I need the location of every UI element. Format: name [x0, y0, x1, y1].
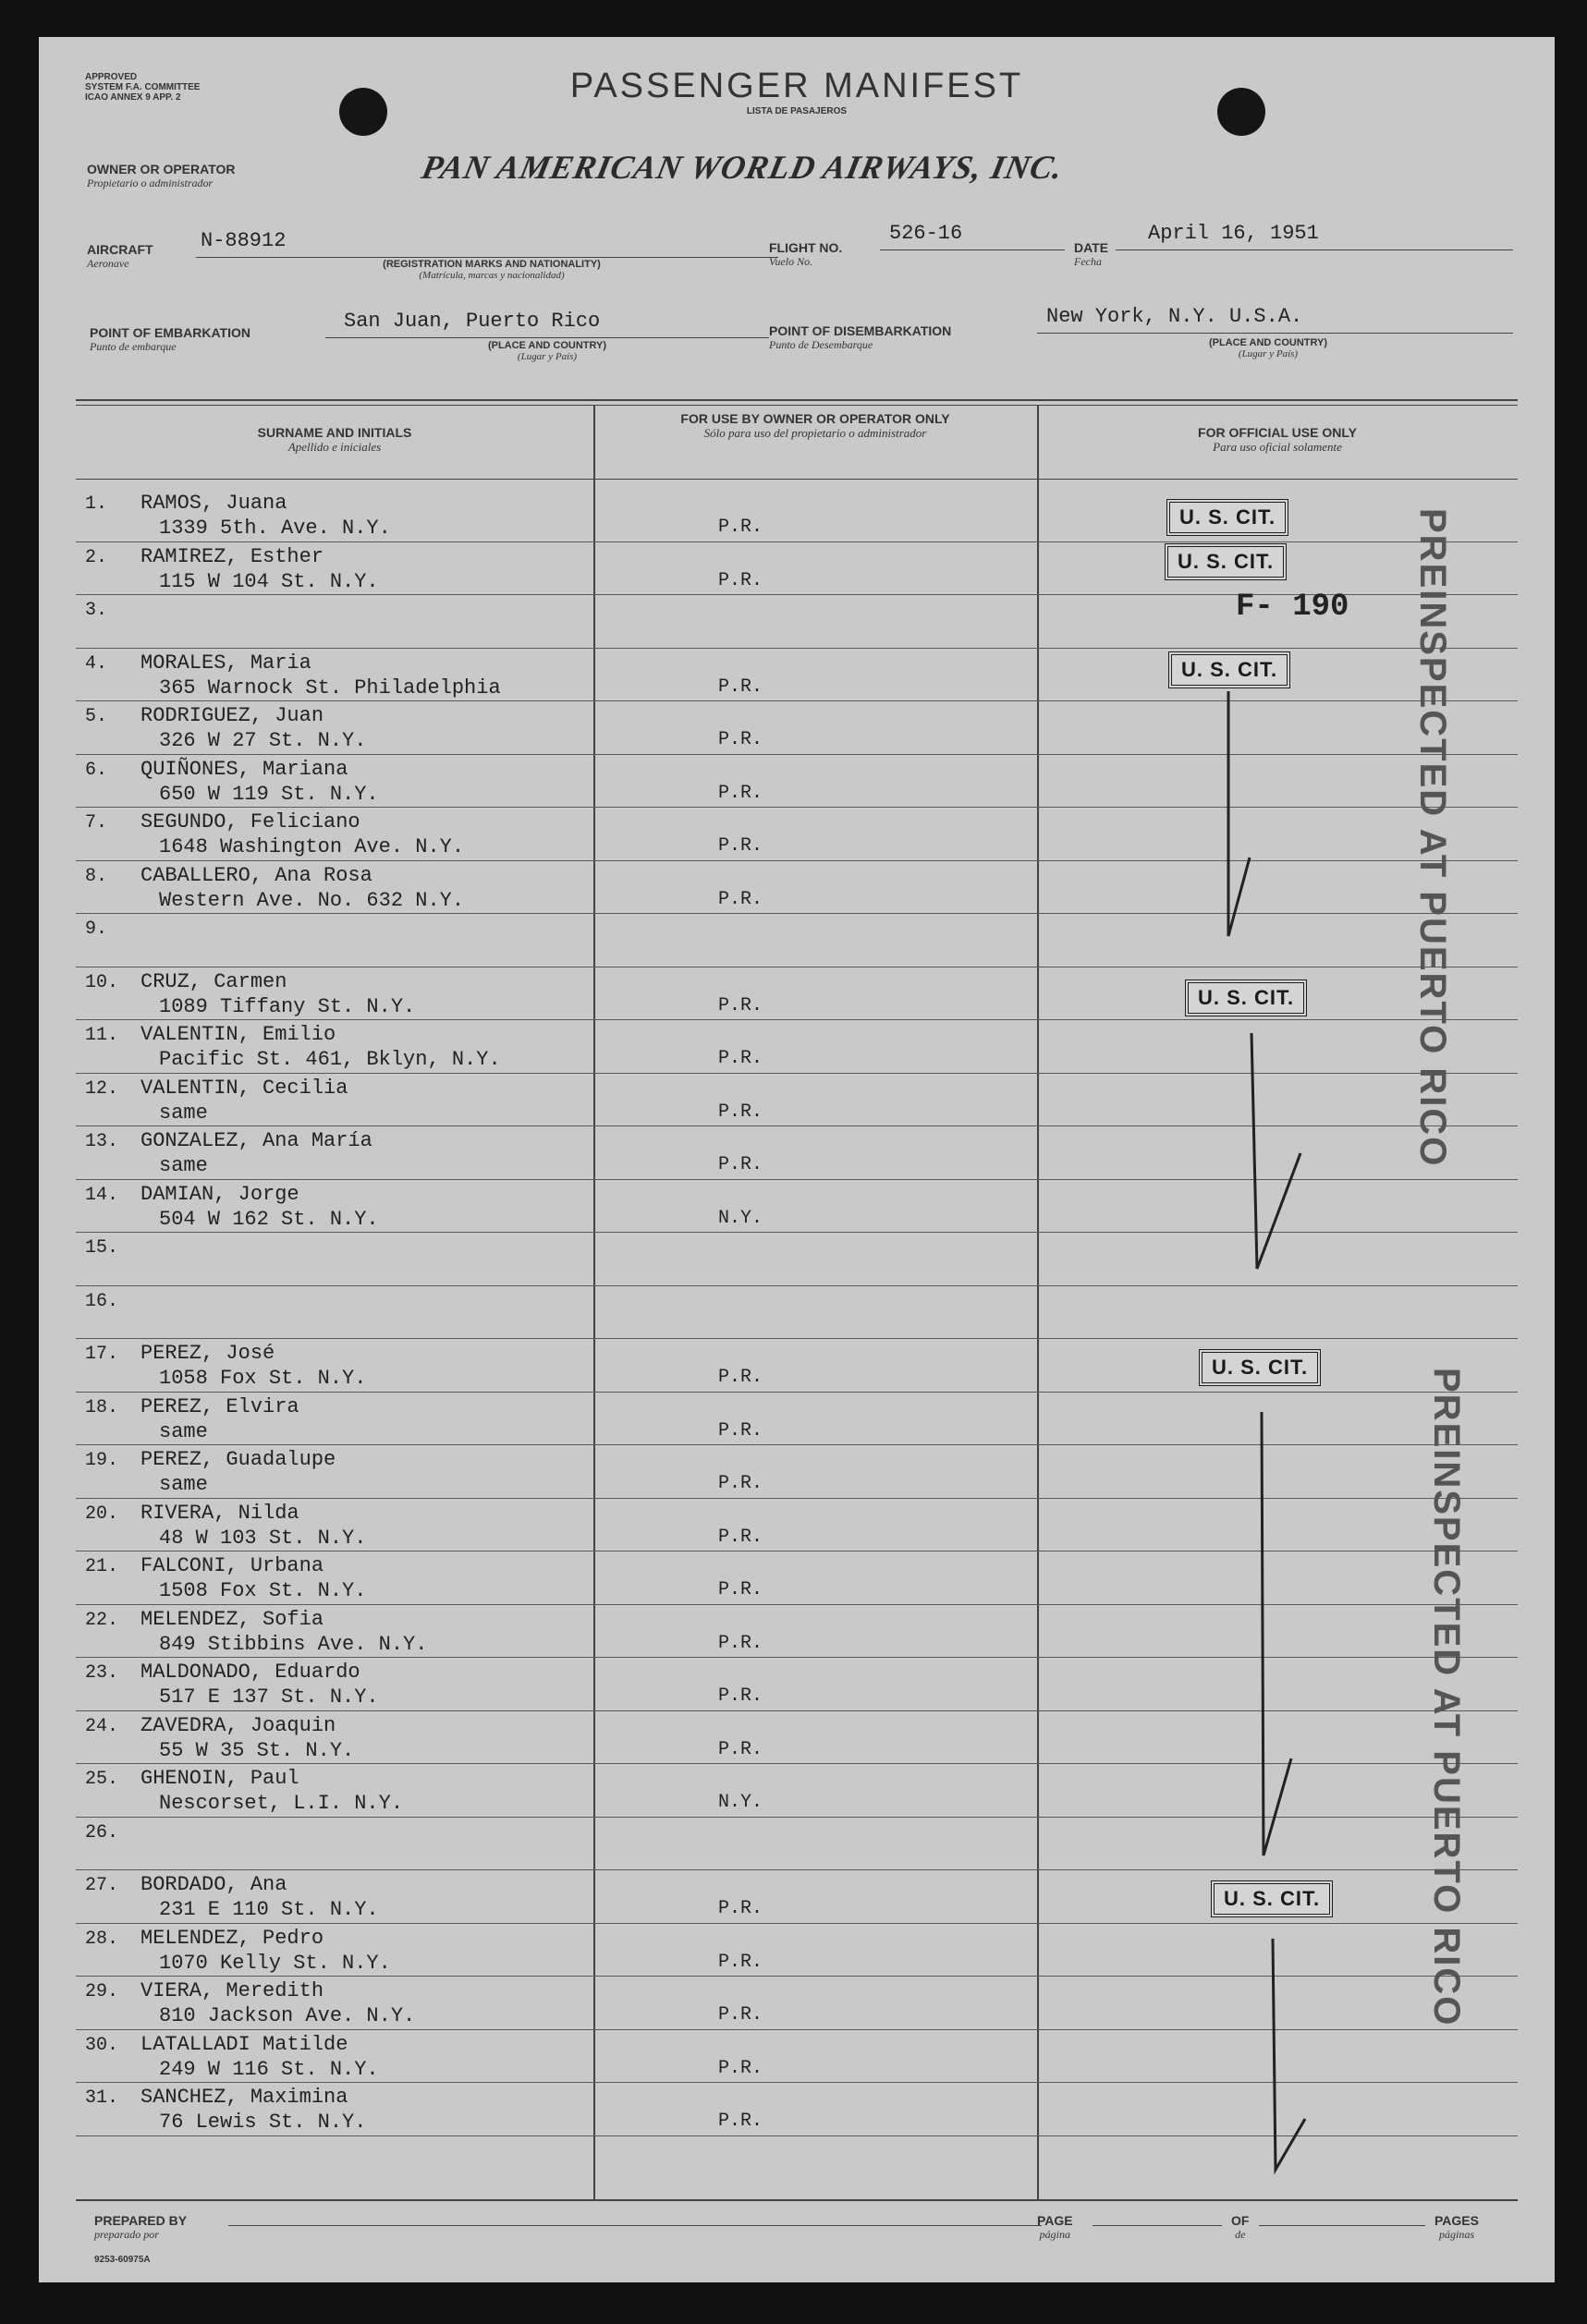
registration-note-es: (Matrícula, marcas y nacionalidad): [419, 270, 565, 281]
passenger-name: CRUZ, Carmen: [140, 969, 287, 993]
pages-label: [1434, 2213, 1479, 2242]
of-line: [1259, 2225, 1425, 2226]
page-label-es: página: [1039, 2228, 1070, 2241]
row-number: 26.: [85, 1821, 119, 1843]
embarkation-place-note: [436, 340, 658, 362]
aircraft-label-en: AIRCRAFT: [87, 242, 153, 257]
passenger-origin: P.R.: [718, 1685, 763, 1707]
passenger-address: 849 Stibbins Ave. N.Y.: [159, 1632, 428, 1656]
passenger-address: 810 Jackson Ave. N.Y.: [159, 2004, 416, 2027]
passenger-origin: P.R.: [718, 2111, 763, 2132]
row-number: 23.: [85, 1662, 119, 1684]
row-number: 29.: [85, 1981, 119, 2002]
row-number: 17.: [85, 1344, 119, 1365]
aircraft-underline: [196, 257, 778, 258]
passenger-address: 76 Lewis St. N.Y.: [159, 2111, 367, 2134]
disembarkation-label: [769, 323, 951, 352]
prepared-by-en: PREPARED BY: [94, 2213, 188, 2228]
passenger-origin: P.R.: [718, 1898, 763, 1919]
passenger-origin: P.R.: [718, 835, 763, 857]
passenger-address: 365 Warnock St. Philadelphia: [159, 675, 501, 700]
passenger-address: 249 W 116 St. N.Y.: [159, 2057, 379, 2081]
form-number: 9253-60975A: [94, 2255, 151, 2265]
passenger-address: 1648 Washington Ave. N.Y.: [159, 835, 465, 858]
approval-line: ICAO ANNEX 9 APP. 2: [85, 92, 181, 103]
embarkation-label-es: Punto de embarque: [90, 340, 177, 353]
disembarkation-value: New York, N.Y. U.S.A.: [1046, 305, 1303, 328]
passenger-name: SANCHEZ, Maximina: [140, 2086, 348, 2109]
of-label-en: OF: [1231, 2213, 1250, 2228]
embarkation-label-en: POINT OF EMBARKATION: [90, 325, 250, 340]
passenger-name: FALCONI, Urbana: [140, 1554, 324, 1577]
passenger-name: SEGUNDO, Feliciano: [140, 810, 360, 833]
passenger-name: DAMIAN, Jorge: [140, 1182, 299, 1206]
us-citizen-stamp: U. S. CIT.: [1185, 979, 1307, 1016]
passenger-address: 115 W 104 St. N.Y.: [159, 569, 379, 593]
column-header-text-es: Para uso oficial solamente: [1213, 440, 1342, 454]
passenger-origin: P.R.: [718, 1473, 763, 1494]
row-number: 25.: [85, 1769, 119, 1790]
passenger-address: 1339 5th. Ave. N.Y.: [159, 517, 391, 540]
preinspected-stamp: PREINSPECTED AT PUERTO RICO: [1426, 1368, 1467, 2027]
registration-note: [316, 259, 667, 281]
us-citizen-stamp: U. S. CIT.: [1199, 1349, 1321, 1386]
row-number: 6.: [85, 759, 108, 781]
passenger-address: 650 W 119 St. N.Y.: [159, 782, 379, 806]
aircraft-value: N-88912: [201, 229, 287, 252]
passenger-address: 1058 Fox St. N.Y.: [159, 1367, 367, 1390]
row-number: 13.: [85, 1131, 119, 1152]
approval-note: [85, 72, 200, 103]
column-header-text: SURNAME AND INITIALS: [257, 425, 412, 440]
row-number: 15.: [85, 1237, 119, 1259]
prepared-by-es: preparado por: [94, 2228, 159, 2241]
passenger-address: 1070 Kelly St. N.Y.: [159, 1951, 391, 1975]
row-number: 5.: [85, 706, 108, 727]
passenger-name: PEREZ, Guadalupe: [140, 1448, 336, 1471]
row-number: 14.: [85, 1184, 119, 1206]
title-block: [519, 67, 1074, 116]
row-number: 1.: [85, 493, 108, 515]
passenger-name: CABALLERO, Ana Rosa: [140, 863, 372, 887]
passenger-origin: P.R.: [718, 888, 763, 910]
official-check-marks: [1037, 405, 1555, 2199]
table-top-rule: [76, 399, 1518, 401]
passenger-name: QUIÑONES, Mariana: [140, 757, 348, 781]
passenger-name: RIVERA, Nilda: [140, 1501, 299, 1525]
passenger-origin: P.R.: [718, 1632, 763, 1654]
passenger-origin: P.R.: [718, 782, 763, 804]
row-number: 16.: [85, 1290, 119, 1312]
page-label-en: PAGE: [1037, 2213, 1073, 2228]
punch-hole: [339, 88, 387, 136]
passenger-name: ZAVEDRA, Joaquin: [140, 1713, 336, 1737]
passenger-origin: P.R.: [718, 1101, 763, 1123]
flight-label-es: Vuelo No.: [769, 255, 813, 268]
flight-label: [769, 240, 842, 269]
disembarkation-underline: [1037, 333, 1513, 334]
passenger-address: 326 W 27 St. N.Y.: [159, 729, 367, 752]
passenger-origin: P.R.: [718, 1951, 763, 1973]
passenger-name: RAMIREZ, Esther: [140, 544, 324, 568]
date-value: April 16, 1951: [1148, 222, 1319, 245]
flight-label-en: FLIGHT NO.: [769, 240, 843, 255]
passenger-address: same: [159, 1473, 208, 1496]
column-header-surname: [76, 425, 593, 455]
passenger-name: GONZALEZ, Ana María: [140, 1129, 372, 1152]
passenger-origin: P.R.: [718, 2004, 763, 2026]
row-number: 7.: [85, 812, 108, 833]
place-note-en: (PLACE AND COUNTRY): [487, 340, 607, 351]
registration-note-en: (REGISTRATION MARKS AND NATIONALITY): [383, 259, 601, 270]
row-number: 10.: [85, 971, 119, 993]
embarkation-value: San Juan, Puerto Rico: [344, 310, 601, 333]
row-number: 4.: [85, 652, 108, 675]
owner-label: [87, 162, 236, 190]
row-number: 22.: [85, 1609, 119, 1631]
date-label-es: Fecha: [1074, 255, 1102, 268]
row-number: 24.: [85, 1715, 119, 1737]
passenger-address: Pacific St. 461, Bklyn, N.Y.: [159, 1048, 501, 1071]
row-number: 21.: [85, 1556, 119, 1577]
passenger-origin: P.R.: [718, 1154, 763, 1175]
prepared-by-line: [228, 2225, 1042, 2226]
pages-label-en: PAGES: [1434, 2213, 1479, 2228]
passenger-address: 1089 Tiffany St. N.Y.: [159, 994, 416, 1018]
owner-label-en: OWNER OR OPERATOR: [87, 162, 236, 176]
row-number: 2.: [85, 546, 108, 568]
passenger-name: MELENDEZ, Pedro: [140, 1926, 324, 1950]
page-line: [1093, 2225, 1222, 2226]
us-citizen-stamp: U. S. CIT.: [1168, 651, 1290, 688]
passenger-name: MELENDEZ, Sofia: [140, 1607, 324, 1631]
us-citizen-stamp: U. S. CIT.: [1211, 1880, 1333, 1917]
passenger-name: VIERA, Meredith: [140, 1979, 324, 2002]
embarkation-underline: [325, 337, 769, 338]
passenger-address: 48 W 103 St. N.Y.: [159, 1526, 367, 1550]
passenger-origin: P.R.: [718, 569, 763, 591]
passenger-origin: P.R.: [718, 1738, 763, 1760]
of-label-es: de: [1235, 2228, 1246, 2241]
passenger-origin: P.R.: [718, 1579, 763, 1600]
us-citizen-stamp: U. S. CIT.: [1166, 499, 1288, 536]
passenger-name: MORALES, Maria: [140, 651, 311, 675]
row-number: 12.: [85, 1077, 119, 1100]
official-annotation: F- 190: [1236, 590, 1349, 625]
row-number: 19.: [85, 1450, 119, 1471]
row-number: 8.: [85, 865, 108, 887]
column-header-text-es: Sólo para uso del propietario o administrador: [703, 426, 927, 440]
preinspected-stamp: PREINSPECTED AT PUERTO RICO: [1412, 508, 1453, 1168]
passenger-name: VALENTIN, Emilio: [140, 1023, 336, 1046]
passenger-address: same: [159, 1101, 208, 1125]
passenger-origin: P.R.: [718, 1367, 763, 1388]
row-number: 11.: [85, 1025, 119, 1046]
row-number: 20.: [85, 1503, 119, 1525]
passenger-origin: P.R.: [718, 1526, 763, 1548]
approval-line: APPROVED: [85, 72, 138, 82]
passenger-name: LATALLADI Matilde: [140, 2032, 348, 2056]
manifest-sheet: [39, 37, 1555, 2282]
passenger-origin: P.R.: [718, 1048, 763, 1069]
passenger-address: 517 E 137 St. N.Y.: [159, 1685, 379, 1709]
date-label-en: DATE: [1074, 240, 1109, 255]
passenger-address: Western Ave. No. 632 N.Y.: [159, 888, 465, 912]
aircraft-label: [87, 242, 153, 271]
passenger-address: 504 W 162 St. N.Y.: [159, 1207, 379, 1231]
passenger-name: PEREZ, José: [140, 1342, 275, 1365]
passenger-address: 231 E 110 St. N.Y.: [159, 1898, 379, 1921]
column-header-text: FOR USE BY OWNER OR OPERATOR ONLY: [680, 411, 950, 426]
passenger-address: 1508 Fox St. N.Y.: [159, 1579, 367, 1602]
passenger-address: Nescorset, L.I. N.Y.: [159, 1792, 404, 1815]
passenger-origin: P.R.: [718, 1419, 763, 1442]
passenger-name: PEREZ, Elvira: [140, 1394, 299, 1418]
column-header-operator: [667, 411, 963, 441]
row-number: 9.: [85, 919, 108, 940]
passenger-address: 55 W 35 St. N.Y.: [159, 1738, 355, 1762]
passenger-origin: P.R.: [718, 517, 763, 538]
place-note-en: (PLACE AND COUNTRY): [1208, 337, 1328, 348]
disembarkation-label-es: Punto de Desembarque: [769, 338, 873, 351]
passenger-name: GHENOIN, Paul: [140, 1767, 299, 1790]
approval-line: SYSTEM F.A. COMMITTEE: [85, 82, 201, 92]
us-citizen-stamp: U. S. CIT.: [1165, 543, 1287, 580]
disembarkation-label-en: POINT OF DISEMBARKATION: [769, 323, 952, 338]
flight-underline: [880, 249, 1065, 250]
passenger-origin: N.Y.: [718, 1792, 763, 1813]
embarkation-label: [90, 325, 250, 354]
place-note-es: (Lugar y País): [1238, 348, 1299, 359]
flight-value: 526-16: [889, 222, 963, 245]
pages-label-es: páginas: [1438, 2228, 1474, 2241]
page-label: [1037, 2213, 1073, 2242]
aircraft-label-es: Aeronave: [87, 257, 129, 270]
airline-name: PAN AMERICAN WORLD AIRWAYS, INC.: [418, 149, 1068, 186]
passenger-origin: P.R.: [718, 2057, 763, 2079]
passenger-name: BORDADO, Ana: [140, 1873, 287, 1896]
passenger-name: RAMOS, Juana: [140, 492, 287, 515]
row-number: 3.: [85, 600, 108, 621]
place-note-es: (Lugar y País): [517, 351, 578, 362]
passenger-address: same: [159, 1419, 208, 1443]
disembarkation-place-note: [1157, 337, 1379, 359]
page-subtitle: LISTA DE PASAJEROS: [746, 106, 848, 116]
passenger-name: RODRIGUEZ, Juan: [140, 704, 324, 727]
date-label: [1074, 240, 1108, 269]
passenger-origin: P.R.: [718, 994, 763, 1016]
date-underline: [1116, 249, 1513, 250]
row-number: 28.: [85, 1928, 119, 1950]
owner-label-es: Propietario o administrador: [87, 176, 214, 189]
passenger-origin: N.Y.: [718, 1207, 763, 1229]
row-number: 30.: [85, 2034, 119, 2056]
column-header-text: FOR OFFICIAL USE ONLY: [1198, 425, 1357, 440]
punch-hole: [1217, 88, 1265, 136]
passenger-origin: P.R.: [718, 675, 763, 698]
passenger-address: same: [159, 1154, 208, 1177]
column-header-text-es: Apellido e iniciales: [287, 440, 382, 454]
table-bottom-rule: [76, 2199, 1518, 2201]
passenger-origin: P.R.: [718, 729, 763, 750]
passenger-name: VALENTIN, Cecilia: [140, 1076, 348, 1100]
row-number: 31.: [85, 2087, 119, 2109]
row-number: 27.: [85, 1875, 119, 1896]
passenger-name: MALDONADO, Eduardo: [140, 1661, 360, 1684]
of-label: [1231, 2213, 1249, 2242]
page-title: PASSENGER MANIFEST: [569, 67, 1024, 105]
prepared-by-label: [94, 2213, 187, 2242]
row-number: 18.: [85, 1396, 119, 1418]
